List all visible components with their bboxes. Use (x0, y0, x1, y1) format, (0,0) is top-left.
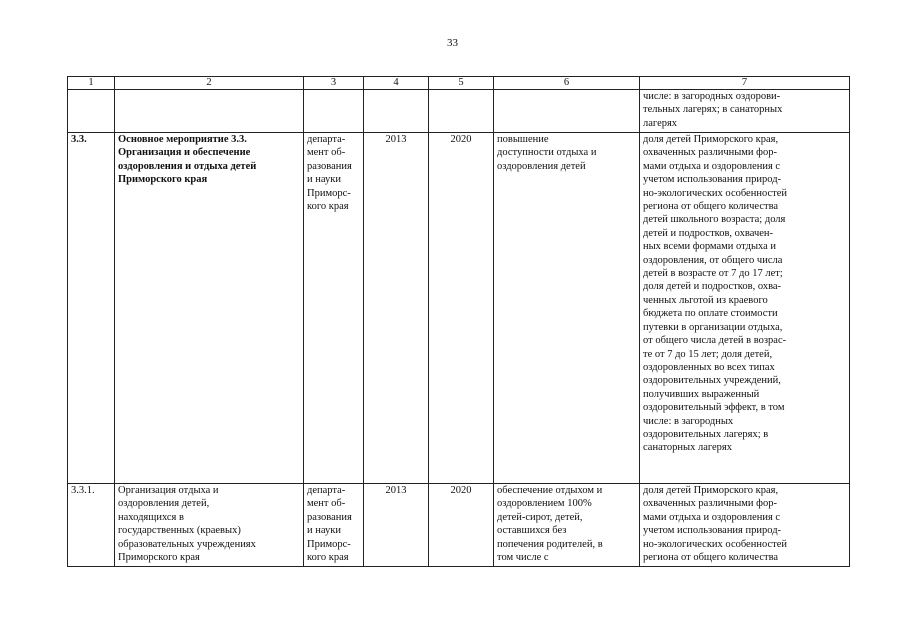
end-year-cell: 2020 (429, 133, 494, 484)
item-number-cell: 3.3.1. (68, 484, 115, 567)
item-name-cell (115, 90, 304, 133)
column-number: 2 (115, 77, 304, 90)
column-number: 7 (640, 77, 850, 90)
table-row (68, 484, 850, 567)
column-number-header-row (68, 77, 850, 90)
indicators-cell: доля детей Приморского края, охваченных различными фор- мами отдыха и оздоровления с учетом использования природ- но-экологических особенностей региона от общего количества детей школьного возраста; доля детей и подростков, охвачен- ных всеми формами отдыха и оздоровления, от общего числа детей в возрасте от 7 до 17 лет; доля детей и подростков, охва- ченных льготой из краевого бюджета по оплате стоимости путевки в организации отдыха, от общего числа детей в возрас- те от 7 до 15 лет; доля детей, оздоровленных во всех типах оздоровительных учреждений, получивших выраженный оздоровительный эффект, в том числе: в загородных оздоровительных лагерях; в санаторных лагерях (640, 133, 850, 484)
item-number-cell: 3.3. (68, 133, 115, 484)
executor-cell (304, 90, 364, 133)
start-year-cell: 2013 (364, 133, 429, 484)
page-number: 33 (447, 37, 458, 49)
program-table (67, 76, 850, 567)
executor-cell: департа- мент об- разования и науки Приморс- кого края (304, 484, 364, 567)
item-name-cell: Основное мероприятие 3.3. Организация и обеспечение оздоровления и отдыха детей Приморского края (115, 133, 304, 484)
executor-cell: департа- мент об- разования и науки Приморс- кого края (304, 133, 364, 484)
column-number: 1 (68, 77, 115, 90)
indicators-cell: числе: в загородных оздорови- тельных лагерях; в санаторных лагерях (640, 90, 850, 133)
expected-result-cell: обеспечение отдыхом и оздоровлением 100% детей-сирот, детей, оставшихся без попечения родителей, в том числе с (494, 484, 640, 567)
expected-result-cell (494, 90, 640, 133)
column-number: 6 (494, 77, 640, 90)
start-year-cell (364, 90, 429, 133)
table-row (68, 90, 850, 133)
column-number: 5 (429, 77, 494, 90)
column-number: 4 (364, 77, 429, 90)
start-year-cell: 2013 (364, 484, 429, 567)
expected-result-cell: повышение доступности отдыха и оздоровления детей (494, 133, 640, 484)
indicators-cell: доля детей Приморского края, охваченных различными фор- мами отдыха и оздоровления с учетом использования природ- но-экологических особенностей региона от общего количества (640, 484, 850, 567)
item-number-cell (68, 90, 115, 133)
table-row (68, 133, 850, 484)
item-name-cell: Организация отдыха и оздоровления детей, находящихся в государственных (краевых) образовательных учреждениях Приморского края (115, 484, 304, 567)
column-number: 3 (304, 77, 364, 90)
end-year-cell (429, 90, 494, 133)
end-year-cell: 2020 (429, 484, 494, 567)
